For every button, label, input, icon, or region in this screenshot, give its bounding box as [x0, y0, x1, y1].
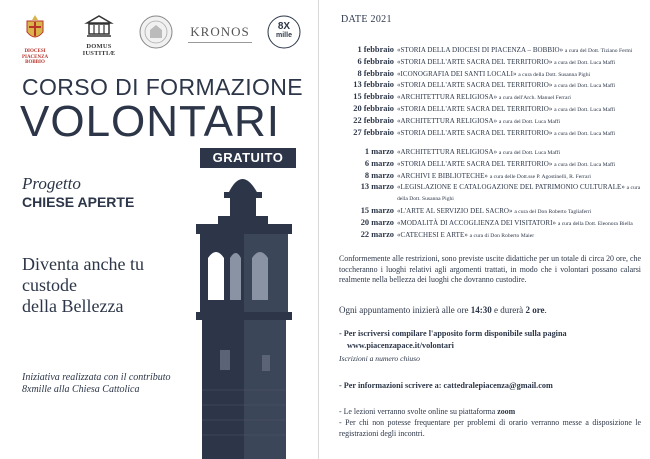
- info-email[interactable]: cattedralepiacenza@gmail.com: [443, 381, 553, 390]
- schedule-date: 6 marzo: [364, 158, 394, 168]
- march-schedule: [319, 146, 649, 240]
- schedule-curator: a cura delle Dott.sse P. Agostinelli, R. Ferrari: [489, 173, 591, 180]
- online-text: - Le lezioni verranno svolte online su piattaforma: [339, 407, 498, 416]
- schedule-topic: «STORIA DELL'ARTE SACRA DEL TERRITORIO»: [397, 81, 553, 90]
- schedule-curator: a cura del Dott. Tiziano Fermi: [564, 48, 633, 54]
- 8x-text: 8X: [277, 21, 291, 32]
- tagline-line: della Bellezza: [22, 296, 124, 316]
- february-schedule: [319, 44, 649, 138]
- bell-tower-illustration: [178, 150, 318, 459]
- schedule-date: 13 marzo: [360, 182, 394, 192]
- time-text: .: [544, 305, 547, 315]
- schedule-topic: «STORIA DELL'ARTE SACRA DEL TERRITORIO»: [397, 128, 553, 137]
- schedule-curator: a cura dell'Arch. Manuel Ferrari: [498, 95, 571, 102]
- schedule-topic: «STORIA DELL'ARTE SACRA DEL TERRITORIO»: [397, 159, 553, 168]
- schedule-row: [319, 193, 649, 205]
- schedule-curator: a cura della Dott. Susanna Pighi: [518, 71, 591, 78]
- schedule-date: 22 febbraio: [353, 115, 394, 125]
- schedule-date: 1 marzo: [364, 147, 394, 156]
- course-title-line1: CORSO DI FORMAZIONE: [22, 74, 304, 100]
- funding-note-line: 8xmille alla Chiesa Cattolica: [22, 384, 140, 395]
- schedule-row: [319, 103, 649, 115]
- diocese-logo: [18, 14, 52, 65]
- schedule-topic: «ICONOGRAFIA DEI SANTI LOCALI»: [397, 69, 517, 78]
- schedule-time-paragraph: [339, 305, 641, 316]
- schedule-date: 20 febbraio: [353, 103, 394, 113]
- schedule-date: 1 febbraio: [357, 45, 394, 54]
- logo-row: [18, 14, 308, 65]
- tagline-line: custode: [22, 275, 77, 295]
- schedule-row: [319, 229, 649, 241]
- domus-iustitiae-logo: [70, 14, 128, 60]
- dates-header: DATE 2021: [341, 14, 392, 25]
- schedule-topic: «LEGISLAZIONE E CATALOGAZIONE DEL PATRIMONIO CULTURALE»: [397, 183, 625, 192]
- schedule-curator: a cura del Dott. Luca Maffi: [554, 130, 616, 137]
- schedule-curator: a cura: [626, 185, 641, 192]
- duration: 2 ore: [525, 305, 545, 315]
- seal-icon: [138, 14, 174, 50]
- schedule-row: [319, 79, 649, 91]
- schedule-date: 15 marzo: [360, 205, 394, 215]
- schedule-curator: a cura della Dott. Eleonora Biella: [557, 220, 633, 227]
- schedule-row: [319, 205, 649, 217]
- building-icon: [84, 14, 114, 38]
- seal-logo: [138, 14, 176, 52]
- recordings-line: - Per chi non potesse frequentare per problemi di orario verranno messe a disposizione le registrazioni degli incontri.: [339, 418, 641, 438]
- signup-line: - Per iscriversi compilare l'apposito form disponibile sulla pagina: [339, 329, 567, 338]
- schedule-topic: «MODALITÀ DI ACCOGLIENZA DEI VISITATORI»: [397, 218, 557, 227]
- tagline-line: Diventa anche tu: [22, 254, 144, 274]
- schedule-topic: «ARCHIVI E BIBLIOTECHE»: [397, 171, 488, 180]
- schedule-row: [319, 158, 649, 170]
- signup-note: Iscrizioni a numero chiuso: [339, 354, 420, 363]
- schedule-date: 13 febbraio: [353, 80, 394, 90]
- zoom-label: zoom: [497, 407, 516, 416]
- course-title-line2: VOLONTARI: [20, 97, 281, 146]
- schedule-row: [319, 115, 649, 127]
- progetto-label: Progetto: [22, 174, 81, 193]
- schedule-curator: a cura del Dott. Luca Maffi: [554, 106, 616, 113]
- 8xmille-logo: [266, 14, 302, 54]
- outings-paragraph: Conformemente alle restrizioni, sono previste uscite didattiche per un totale di circa 20 ore, che toccheranno i luoghi relativi agli argomenti trattati, in modo che i volontari possano calarsi realmente nella bellezza dei luoghi che dovranno custodire.: [339, 254, 641, 285]
- start-time: 14:30: [470, 305, 492, 315]
- schedule-topic: «ARCHITETTURA RELIGIOSA»: [397, 93, 498, 102]
- schedule-curator: a cura del Dott. Luca Maffi: [554, 59, 616, 66]
- schedule-curator: a cura del Dott. Luca Maffi: [554, 161, 616, 168]
- tagline: [22, 254, 144, 317]
- diocese-line: PIACENZA: [21, 54, 49, 60]
- info-line: [339, 381, 641, 392]
- schedule-curator: a cura del Dott. Luca Maffi: [554, 83, 616, 90]
- signup-url[interactable]: www.piacenzapace.it/volontari: [347, 341, 454, 350]
- schedule-topic: «STORIA DELL'ARTE SACRA DEL TERRITORIO»: [397, 57, 553, 66]
- time-text: Ogni appuntamento inizierà alle ore: [339, 305, 471, 315]
- schedule-topic: «L'ARTE AL SERVIZIO DEL SACRO»: [397, 206, 513, 215]
- left-panel: [0, 0, 318, 459]
- schedule-row: [319, 127, 649, 139]
- schedule-topic: «CATECHESI E ARTE»: [397, 230, 468, 239]
- chiese-aperte-label: CHIESE APERTE: [22, 194, 135, 210]
- funding-note-line: Iniziativa realizzata con il contributo: [22, 372, 171, 383]
- schedule-curator: a cura del Dott. Luca Maffi: [498, 118, 561, 125]
- right-panel: [318, 0, 650, 459]
- funding-note: [22, 372, 192, 396]
- schedule-topic: «STORIA DELL'ARTE SACRA DEL TERRITORIO»: [397, 104, 553, 113]
- schedule-topic: «STORIA DELLA DIOCESI DI PIACENZA – BOBBIO»: [397, 46, 564, 54]
- schedule-row: [319, 217, 649, 229]
- schedule-row: [319, 91, 649, 103]
- schedule-date: 15 febbraio: [353, 92, 394, 102]
- schedule-topic: «ARCHITETTURA RELIGIOSA»: [397, 116, 498, 125]
- schedule-curator: a cura di Don Roberto Maier: [469, 232, 535, 239]
- kronos-logo: [184, 14, 256, 54]
- schedule-date: 8 marzo: [364, 170, 394, 180]
- schedule-date: 27 febbraio: [353, 127, 394, 137]
- diocese-line: BOBBIO: [25, 60, 45, 65]
- schedule-curator: a cura del Dott. Luca Maffi: [498, 150, 561, 156]
- schedule-topic: «ARCHITETTURA RELIGIOSA»: [397, 148, 498, 156]
- schedule-curator: a cura del Don Roberto Tagliaferri: [514, 208, 592, 215]
- schedule-row: [319, 170, 649, 182]
- schedule-date: 22 marzo: [360, 229, 394, 239]
- info-label: - Per informazioni scrivere a:: [339, 381, 444, 390]
- diocese-line: DIOCESI: [24, 49, 46, 54]
- schedule-date: 20 marzo: [360, 217, 394, 227]
- domus-label: DOMUS IUSTITIÆ: [82, 43, 116, 57]
- mille-text: mille: [276, 32, 292, 39]
- diocese-crest-icon: [18, 14, 52, 44]
- schedule-row: [319, 146, 649, 158]
- schedule-row: [319, 44, 649, 56]
- schedule-date: 6 febbraio: [357, 56, 394, 66]
- schedule-row: [319, 56, 649, 68]
- online-lessons-line: [339, 407, 641, 418]
- kronos-label: KRONOS: [190, 24, 250, 39]
- schedule-date: 8 febbraio: [357, 68, 394, 78]
- schedule-curator: della Dott. Susanna Pighi: [397, 196, 454, 203]
- time-text: e durerà: [491, 305, 526, 315]
- schedule-row: [319, 181, 649, 193]
- free-badge: GRATUITO: [200, 148, 296, 168]
- schedule-row: [319, 68, 649, 80]
